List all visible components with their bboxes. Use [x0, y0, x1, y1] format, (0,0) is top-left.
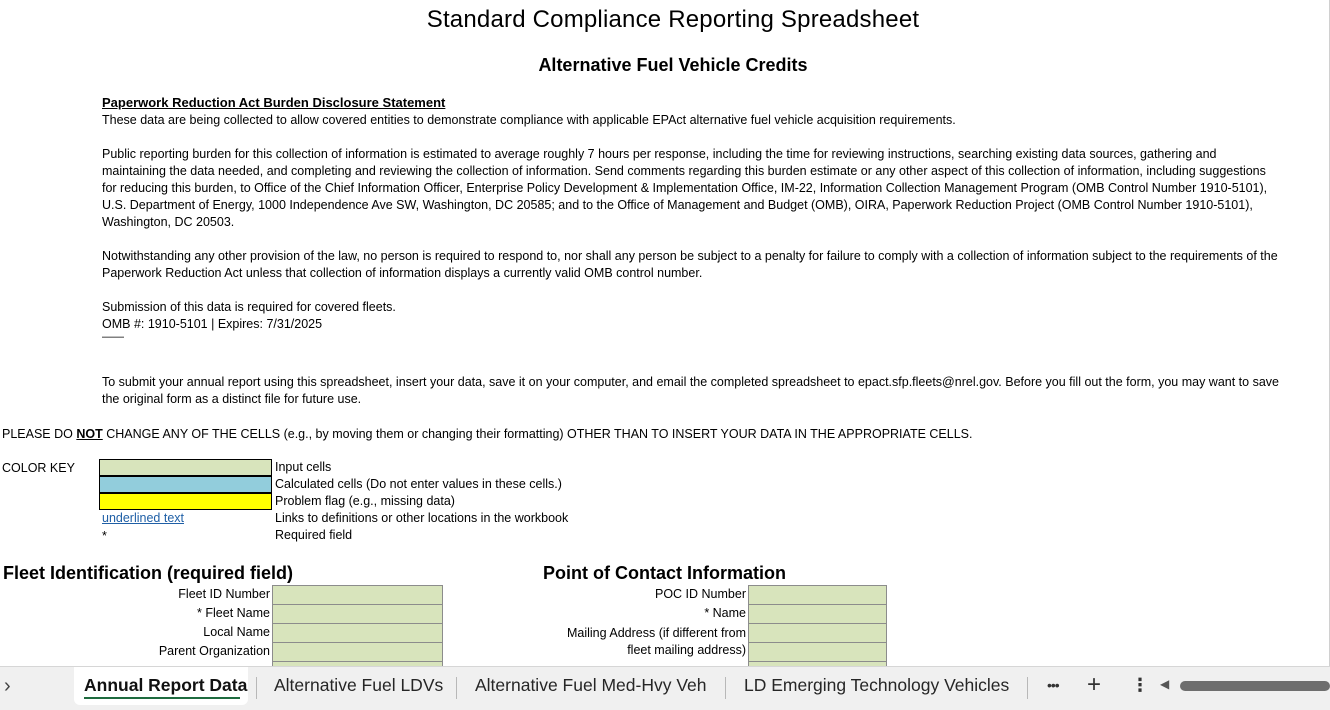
do-not-change-warning [2, 426, 972, 443]
fleet-identification-heading: Fleet Identification (required field) [3, 563, 294, 583]
input-cells-label: Input cells [275, 460, 332, 474]
calculated-cell-swatch [99, 476, 272, 493]
scrollbar-thumb[interactable] [1180, 681, 1330, 691]
link-sample[interactable]: underlined text [102, 511, 185, 525]
mailing-address-label-line1: Mailing Address (if different from [566, 626, 746, 640]
point-of-contact-heading: Point of Contact Information [543, 563, 786, 583]
mailing-address-label-line2: fleet mailing address) [627, 643, 746, 657]
calculated-cells-label: Calculated cells (Do not enter values in these cells.) [275, 477, 562, 491]
color-key-label: COLOR KEY [2, 461, 75, 475]
sheet-tab-bar [0, 666, 1330, 710]
pra-notwithstanding-text: Notwithstanding any other provision of the law, no person is required to respond to, nor shall any person be subject to a penalty for failure to comply with a collection of information subject to the requirements of the Paperwork Reduction Act unless that collection of information displays a currently valid OMB control number. [102, 249, 1278, 280]
input-cell-swatch [99, 459, 272, 476]
local-name-input[interactable] [272, 623, 443, 643]
parent-organization-label: Parent Organization [158, 644, 270, 658]
tab-separator [1027, 677, 1028, 699]
poc-name-input[interactable] [748, 604, 887, 624]
required-marker: * [102, 529, 107, 543]
omb-rule: —— [102, 331, 124, 343]
parent-organization-input[interactable] [272, 642, 443, 662]
page-title: Standard Compliance Reporting Spreadsheet [426, 6, 920, 33]
fleet-id-number-label: Fleet ID Number [178, 587, 270, 601]
links-label: Links to definitions or other locations in the workbook [275, 511, 569, 525]
poc-id-number-label: POC ID Number [655, 587, 746, 601]
tab-ld-emerging-technology-vehicles[interactable]: LD Emerging Technology Vehicles [744, 675, 1010, 695]
tab-separator [456, 677, 457, 699]
omb-number-text: OMB #: 1910-5101 | Expires: 7/31/2025 [102, 317, 323, 331]
pra-heading: Paperwork Reduction Act Burden Disclosure Statement [102, 95, 446, 110]
scroll-left-icon[interactable]: ◀ [1160, 677, 1170, 691]
submission-required-text: Submission of this data is required for covered fleets. [102, 300, 396, 314]
fleet-name-input[interactable] [272, 604, 443, 624]
warning-suffix: CHANGE ANY OF THE CELLS (e.g., by moving them or changing their formatting) OTHER THAN TO INSERT YOUR DATA IN THE APPROPRIATE CELLS. [102, 427, 973, 441]
mailing-address-input[interactable] [748, 623, 887, 643]
tab-separator [256, 677, 257, 699]
tab-annual-report-data[interactable]: Annual Report Data [84, 675, 248, 695]
active-tab-underline [84, 697, 240, 699]
local-name-label: Local Name [203, 625, 270, 639]
fleet-id-number-input[interactable] [272, 585, 443, 605]
tab-scroll-right-icon[interactable]: › [4, 675, 11, 697]
page-subtitle: Alternative Fuel Vehicle Credits [538, 55, 808, 75]
fleet-name-label: * Fleet Name [197, 606, 270, 620]
sheet-options-icon[interactable]: ⋮ [1131, 675, 1149, 695]
poc-name-label: * Name [704, 606, 746, 620]
submission-instructions: To submit your annual report using this spreadsheet, insert your data, save it on your computer, and email the completed spreadsheet to epact.sfp.fleets@nrel.gov. Before you fill out the form, you may want to save the original form as a distinct file for future use. [102, 375, 1279, 406]
mailing-address-input-2[interactable] [748, 642, 887, 662]
poc-id-number-input[interactable] [748, 585, 887, 605]
more-sheets-icon[interactable]: ••• [1047, 677, 1059, 693]
tab-alternative-fuel-med-hvy-veh[interactable]: Alternative Fuel Med-Hvy Veh [475, 675, 707, 695]
tab-alternative-fuel-ldvs[interactable]: Alternative Fuel LDVs [274, 675, 444, 695]
problem-flag-label: Problem flag (e.g., missing data) [275, 494, 455, 508]
required-field-label: Required field [275, 528, 353, 542]
warning-prefix: PLEASE DO [2, 427, 77, 441]
warning-emphasis: NOT [76, 427, 103, 441]
pra-burden-text: Public reporting burden for this collection of information is estimated to average roughly 7 hours per response, including the time for reviewing instructions, searching existing data sources, gathering and maintaining the data needed, and completing and reviewing the collection of information. Send comments regarding this burden estimate or any other aspect of this collection of information, including suggestions for reducing this burden, to Office of the Chief Information Officer, Enterprise Policy Development & Implementation Office, IM-22, Information Collection Management Program (OMB Control Number 1910-5101), U.S. Department of Energy, 1000 Independence Ave SW, Washington, DC 20585; and to the Office of Management and Budget (OMB), OIRA, Paperwork Reduction Project (OMB Control Number 1910-5101), Washington, DC 20503. [102, 147, 1268, 229]
pra-intro-text: These data are being collected to allow covered entities to demonstrate compliance with applicable EPAct alternative fuel vehicle acquisition requirements. [102, 113, 956, 127]
add-sheet-icon[interactable]: + [1087, 671, 1102, 698]
problem-flag-swatch [99, 493, 272, 510]
horizontal-scrollbar[interactable] [1160, 679, 1330, 693]
tab-separator [725, 677, 726, 699]
